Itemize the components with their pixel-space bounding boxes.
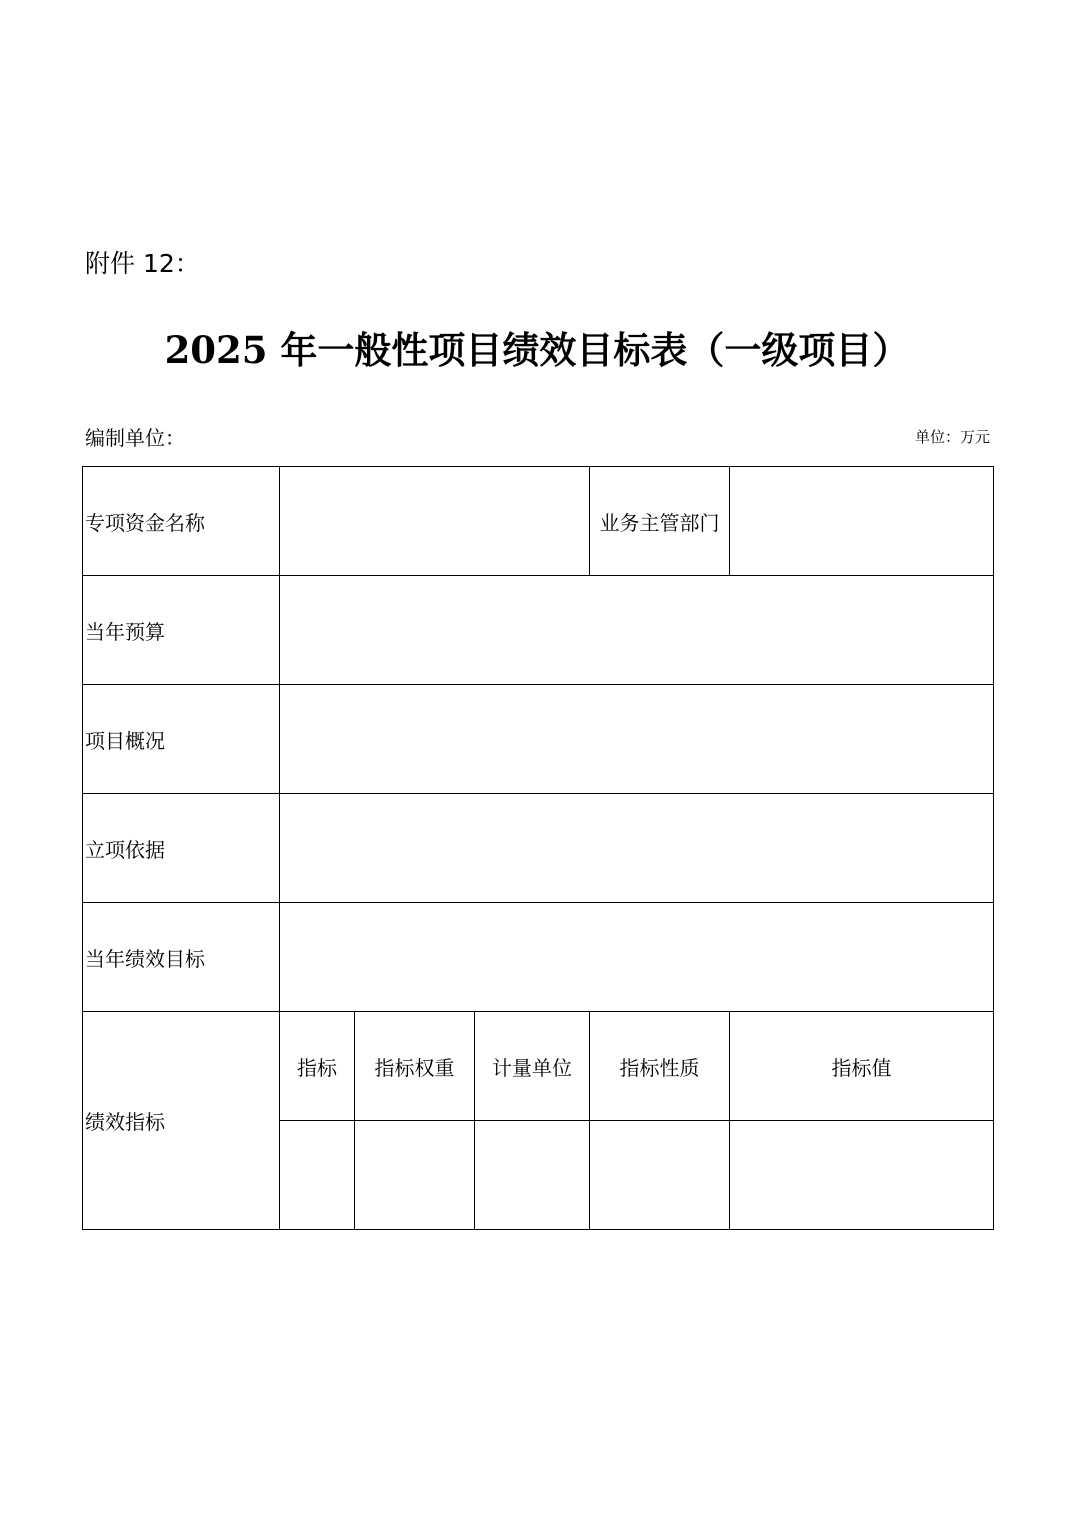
unit-label: 单位：万元: [914, 428, 990, 446]
indicator-column-header: 指标: [280, 1012, 355, 1121]
indicator-value-column-header: 指标值: [730, 1012, 994, 1121]
goal-field[interactable]: [280, 903, 994, 1012]
measurement-unit-column-header: 计量单位: [475, 1012, 590, 1121]
department-label: 业务主管部门: [590, 467, 730, 576]
overview-label: 项目概况: [83, 685, 280, 794]
row-indicator-header: [83, 1012, 994, 1121]
fund-name-field[interactable]: [280, 467, 590, 576]
indicator-nature-field[interactable]: [590, 1121, 730, 1230]
goal-label: 当年绩效目标: [83, 903, 280, 1012]
basis-field[interactable]: [280, 794, 994, 903]
document-title: 2025 年一般性项目绩效目标表（一级项目）: [164, 328, 910, 372]
indicator-section-label: 绩效指标: [83, 1012, 280, 1230]
indicator-field[interactable]: [280, 1121, 355, 1230]
indicator-weight-field[interactable]: [355, 1121, 475, 1230]
overview-field[interactable]: [280, 685, 994, 794]
budget-label: 当年预算: [83, 576, 280, 685]
row-budget: [83, 576, 994, 685]
indicator-nature-column-header: 指标性质: [590, 1012, 730, 1121]
compiler-label: 编制单位：: [85, 426, 185, 450]
department-field[interactable]: [730, 467, 994, 576]
row-goal: [83, 903, 994, 1012]
performance-goal-table: [82, 466, 994, 1230]
indicator-weight-column-header: 指标权重: [355, 1012, 475, 1121]
row-fund-name: [83, 467, 994, 576]
basis-label: 立项依据: [83, 794, 280, 903]
measurement-unit-field[interactable]: [475, 1121, 590, 1230]
budget-field[interactable]: [280, 576, 994, 685]
fund-name-label: 专项资金名称: [83, 467, 280, 576]
attachment-label: 附件 12：: [85, 249, 200, 278]
indicator-value-field[interactable]: [730, 1121, 994, 1230]
row-overview: [83, 685, 994, 794]
row-basis: [83, 794, 994, 903]
